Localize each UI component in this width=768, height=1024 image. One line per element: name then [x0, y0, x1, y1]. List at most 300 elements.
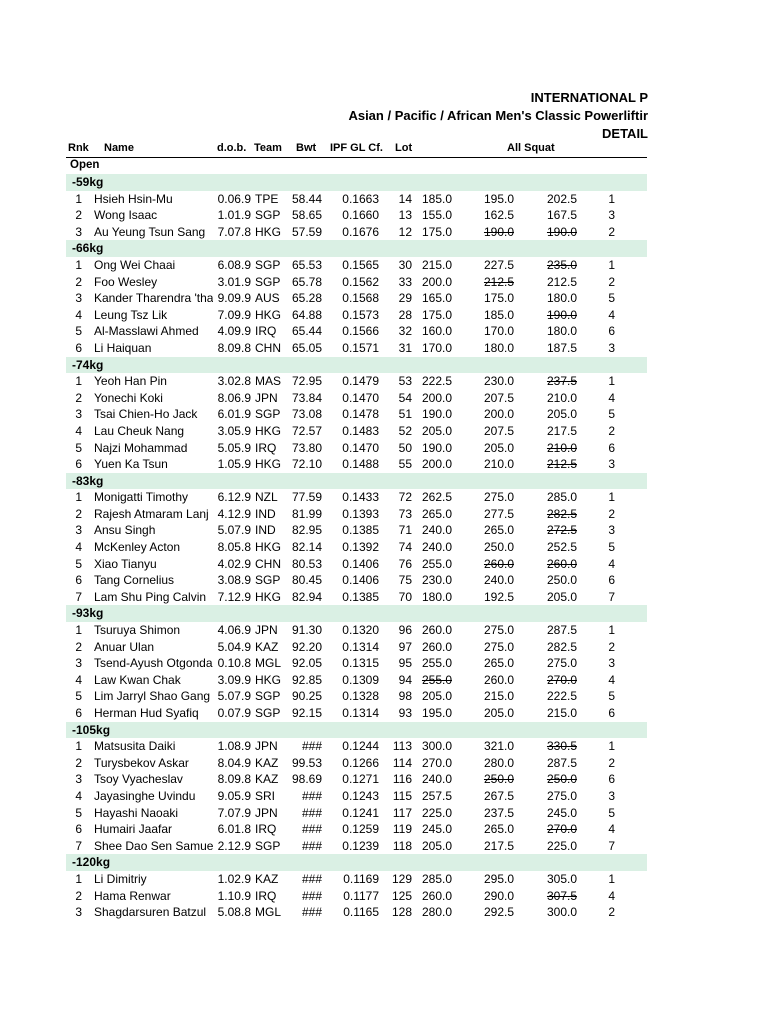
bodyweight-cell: 65.44 [291, 324, 322, 339]
gl-coef-cell: 0.1165 [343, 905, 379, 920]
rank-cell: 3 [75, 772, 82, 787]
bodyweight-cell: 92.15 [291, 706, 322, 720]
gl-coef-cell: 0.1663 [342, 191, 379, 206]
squat-attempt-1: 230.0 [421, 573, 452, 588]
squat-attempt-3: 180.0 [546, 324, 577, 339]
table-row [0, 771, 647, 788]
table-row [0, 738, 647, 755]
team-cell: IRQ [255, 888, 277, 903]
name-cell: Ansu Singh [94, 523, 156, 538]
squat-rank-cell: 4 [608, 390, 615, 405]
bodyweight-cell: 72.57 [291, 423, 322, 438]
rank-cell: 1 [75, 257, 82, 272]
dob-cell: 5.08.8 [217, 905, 251, 920]
squat-rank-cell: 1 [608, 374, 615, 389]
table-row [0, 307, 647, 324]
name-cell: Au Yeung Tsun Sang [94, 224, 206, 239]
lot-cell: 97 [398, 639, 412, 654]
table-row [0, 755, 647, 772]
name-cell: Xiao Tianyu [94, 556, 157, 571]
bodyweight-cell: 73.08 [291, 407, 322, 422]
squat-rank-cell: 2 [608, 639, 615, 654]
bodyweight-cell: 81.99 [291, 506, 322, 521]
table-row [0, 838, 647, 855]
squat-attempt-2: 265.0 [483, 523, 514, 538]
gl-coef-cell: 0.1266 [342, 755, 379, 770]
dob-cell: 1.08.9 [217, 739, 251, 754]
squat-attempt-2: 190.0 [483, 224, 514, 239]
weight-class-header [66, 473, 647, 490]
dob-cell: 8.09.8 [217, 772, 251, 787]
team-cell: IRQ [255, 822, 277, 837]
squat-rank-cell: 3 [608, 523, 615, 538]
lot-cell: 29 [398, 291, 412, 306]
squat-attempt-1: 260.0 [421, 639, 452, 654]
squat-rank-cell: 5 [608, 407, 615, 422]
team-cell: HKG [255, 457, 282, 472]
team-cell: SGP [255, 257, 281, 272]
squat-attempt-1: 240.0 [421, 772, 452, 787]
squat-rank-cell: 1 [608, 257, 615, 272]
squat-attempt-2: 170.0 [483, 324, 514, 339]
rank-cell: 6 [75, 457, 82, 472]
lot-cell: 70 [398, 589, 412, 604]
team-cell: HKG [255, 423, 282, 438]
col-lot: Lot [395, 142, 413, 154]
squat-attempt-1: 222.5 [421, 374, 452, 389]
lot-cell: 32 [398, 324, 412, 339]
rank-cell: 6 [75, 822, 82, 837]
table-row [0, 556, 647, 573]
team-cell: IRQ [255, 324, 277, 339]
name-cell: Najzi Mohammad [94, 440, 188, 455]
name-cell: Herman Hud Syafiq [94, 706, 199, 720]
gl-coef-cell: 0.1385 [342, 523, 379, 538]
rank-cell: 1 [75, 191, 82, 206]
squat-attempt-2: 227.5 [483, 257, 514, 272]
dob-cell: 5.05.9 [217, 440, 251, 455]
squat-attempt-1: 245.0 [421, 822, 452, 837]
squat-attempt-2: 260.0 [483, 556, 514, 571]
squat-attempt-1: 190.0 [421, 440, 452, 455]
squat-attempt-3: 215.0 [546, 706, 577, 720]
lot-cell: 113 [392, 739, 412, 754]
squat-attempt-2: 212.5 [483, 274, 514, 289]
table-row [0, 888, 647, 905]
lot-cell: 116 [392, 772, 412, 787]
squat-rank-cell: 6 [608, 324, 615, 339]
lot-cell: 33 [398, 274, 412, 289]
name-cell: Yeoh Han Pin [94, 374, 167, 389]
rank-cell: 5 [75, 440, 82, 455]
name-cell: Wong Isaac [94, 208, 158, 223]
division-label: Open [70, 159, 100, 171]
gl-coef-cell: 0.1470 [342, 440, 379, 455]
table-row [0, 340, 647, 357]
dob-cell: 1.02.9 [217, 871, 251, 886]
squat-attempt-3: 250.0 [546, 772, 577, 787]
squat-attempt-1: 240.0 [421, 523, 452, 538]
gl-coef-cell: 0.1478 [342, 407, 379, 422]
table-row [0, 423, 647, 440]
dob-cell: 5.07.9 [217, 689, 251, 704]
lot-cell: 117 [392, 805, 412, 820]
squat-attempt-1: 205.0 [421, 838, 452, 853]
table-row [0, 390, 647, 407]
name-cell: McKenley Acton [94, 540, 181, 555]
name-cell: Ong Wei Chaai [94, 257, 176, 272]
team-cell: HKG [255, 589, 282, 604]
competition-title: INTERNATIONAL P [530, 90, 648, 105]
dob-cell: 7.09.9 [217, 307, 251, 322]
squat-attempt-3: 252.5 [546, 540, 577, 555]
column-header-row [0, 142, 647, 158]
bodyweight-cell: ### [301, 888, 322, 903]
name-cell: Hsieh Hsin-Mu [94, 191, 173, 206]
squat-attempt-2: 277.5 [483, 506, 514, 521]
bodyweight-cell: 73.80 [291, 440, 322, 455]
name-cell: Tsoy Vyacheslav [94, 772, 183, 787]
team-cell: SRI [255, 788, 276, 803]
lot-cell: 76 [398, 556, 412, 571]
team-cell: MGL [255, 905, 282, 920]
squat-attempt-3: 285.0 [546, 490, 577, 505]
squat-attempt-3: 210.0 [546, 390, 577, 405]
gl-coef-cell: 0.1566 [342, 324, 379, 339]
name-cell: Rajesh Atmaram Lanj [94, 506, 209, 521]
rank-cell: 4 [75, 540, 82, 555]
bodyweight-cell: 91.30 [291, 623, 322, 638]
dob-cell: 7.07.8 [217, 224, 251, 239]
bodyweight-cell: 80.45 [291, 573, 322, 588]
squat-attempt-3: 190.0 [546, 224, 577, 239]
gl-coef-cell: 0.1241 [342, 805, 379, 820]
squat-attempt-3: 330.5 [546, 739, 577, 754]
squat-attempt-2: 295.0 [483, 871, 514, 886]
table-row [0, 191, 647, 208]
gl-coef-cell: 0.1483 [342, 423, 379, 438]
dob-cell: 7.12.9 [217, 589, 251, 604]
squat-attempt-3: 270.0 [546, 822, 577, 837]
table-row [0, 224, 647, 241]
rank-cell: 2 [75, 390, 82, 405]
name-cell: Shee Dao Sen Samue [94, 838, 213, 853]
squat-attempt-1: 265.0 [421, 506, 452, 521]
squat-rank-cell: 4 [608, 888, 615, 903]
squat-rank-cell: 7 [608, 838, 615, 853]
squat-rank-cell: 2 [608, 423, 615, 438]
team-cell: SGP [255, 689, 281, 704]
squat-attempt-1: 225.0 [421, 805, 452, 820]
squat-attempt-3: 237.5 [546, 374, 577, 389]
name-cell: Tsuruya Shimon [94, 623, 181, 638]
table-row [0, 290, 647, 307]
dob-cell: 4.12.9 [217, 506, 251, 521]
name-cell: Hama Renwar [94, 888, 171, 903]
gl-coef-cell: 0.1488 [342, 457, 379, 472]
rank-cell: 3 [75, 523, 82, 538]
lot-cell: 96 [398, 623, 412, 638]
table-row [0, 489, 647, 506]
team-cell: AUS [255, 291, 280, 306]
squat-attempt-1: 257.5 [421, 788, 452, 803]
weight-class-label: -93kg [72, 606, 104, 621]
table-row [0, 522, 647, 539]
gl-coef-cell: 0.1571 [342, 340, 379, 355]
lot-cell: 98 [398, 689, 412, 704]
rank-cell: 6 [75, 340, 82, 355]
gl-coef-cell: 0.1470 [342, 390, 379, 405]
dob-cell: 8.09.8 [217, 340, 251, 355]
squat-rank-cell: 5 [608, 689, 615, 704]
squat-attempt-2: 267.5 [483, 788, 514, 803]
gl-coef-cell: 0.1243 [342, 788, 379, 803]
dob-cell: 3.01.9 [217, 274, 251, 289]
table-row [0, 539, 647, 556]
squat-rank-cell: 3 [608, 340, 615, 355]
gl-coef-cell: 0.1433 [342, 490, 379, 505]
squat-attempt-3: 222.5 [546, 689, 577, 704]
gl-coef-cell: 0.1660 [342, 208, 379, 223]
weight-class-label: -105kg [72, 722, 111, 737]
team-cell: KAZ [255, 755, 279, 770]
squat-rank-cell: 3 [608, 656, 615, 671]
col-rank: Rnk [68, 142, 89, 154]
lot-cell: 28 [398, 307, 412, 322]
weight-class-label: -66kg [72, 241, 104, 256]
gl-coef-cell: 0.1314 [342, 706, 379, 720]
squat-rank-cell: 2 [608, 224, 615, 239]
squat-attempt-2: 195.0 [483, 191, 514, 206]
name-cell: Shagdarsuren Batzul [94, 905, 207, 920]
squat-attempt-2: 292.5 [483, 905, 514, 920]
squat-rank-cell: 4 [608, 307, 615, 322]
team-cell: MAS [255, 374, 282, 389]
rank-cell: 1 [75, 374, 82, 389]
team-cell: HKG [255, 540, 282, 555]
rank-cell: 7 [75, 838, 82, 853]
bodyweight-cell: 65.53 [291, 257, 322, 272]
lot-cell: 125 [392, 888, 412, 903]
squat-attempt-3: 235.0 [546, 257, 577, 272]
table-row [0, 705, 647, 722]
squat-attempt-2: 210.0 [483, 457, 514, 472]
bodyweight-cell: ### [301, 905, 322, 920]
squat-attempt-3: 205.0 [546, 589, 577, 604]
rank-cell: 4 [75, 307, 82, 322]
squat-attempt-1: 260.0 [421, 623, 452, 638]
squat-rank-cell: 1 [608, 490, 615, 505]
name-cell: Foo Wesley [94, 274, 158, 289]
squat-attempt-1: 200.0 [421, 274, 452, 289]
bodyweight-cell: 77.59 [291, 490, 322, 505]
lot-cell: 30 [398, 257, 412, 272]
squat-attempt-1: 155.0 [421, 208, 452, 223]
name-cell: Turysbekov Askar [94, 755, 189, 770]
name-cell: Leung Tsz Lik [94, 307, 168, 322]
weight-class-header [66, 357, 647, 374]
bodyweight-cell: ### [301, 871, 322, 886]
squat-attempt-2: 215.0 [483, 689, 514, 704]
dob-cell: 4.02.9 [217, 556, 251, 571]
squat-attempt-3: 287.5 [546, 755, 577, 770]
squat-rank-cell: 4 [608, 672, 615, 687]
squat-attempt-1: 165.0 [421, 291, 452, 306]
bodyweight-cell: 92.20 [291, 639, 322, 654]
rank-cell: 5 [75, 324, 82, 339]
name-cell: Monigatti Timothy [94, 490, 189, 505]
col-gl-coef: IPF GL Cf. [330, 142, 383, 154]
gl-coef-cell: 0.1239 [342, 838, 379, 853]
bodyweight-cell: 64.88 [291, 307, 322, 322]
rank-cell: 4 [75, 423, 82, 438]
gl-coef-cell: 0.1479 [342, 374, 379, 389]
detail-heading: DETAIL [602, 126, 648, 141]
squat-rank-cell: 1 [608, 191, 615, 206]
table-row [0, 323, 647, 340]
col-dob: d.o.b. [217, 142, 247, 154]
table-row [0, 506, 647, 523]
rank-cell: 6 [75, 706, 82, 720]
name-cell: Jayasinghe Uvindu [94, 788, 196, 803]
squat-attempt-1: 255.0 [421, 672, 452, 687]
squat-rank-cell: 6 [608, 573, 615, 588]
dob-cell: 6.01.8 [217, 822, 251, 837]
lot-cell: 75 [398, 573, 412, 588]
dob-cell: 0.07.9 [217, 706, 251, 720]
squat-attempt-1: 185.0 [421, 191, 452, 206]
squat-attempt-2: 230.0 [483, 374, 514, 389]
name-cell: Lau Cheuk Nang [94, 423, 185, 438]
team-cell: KAZ [255, 871, 279, 886]
squat-attempt-1: 240.0 [421, 540, 452, 555]
table-row [0, 821, 647, 838]
team-cell: HKG [255, 307, 282, 322]
bodyweight-cell: 57.59 [291, 224, 322, 239]
dob-cell: 1.05.9 [217, 457, 251, 472]
squat-attempt-3: 212.5 [546, 274, 577, 289]
squat-attempt-2: 280.0 [483, 755, 514, 770]
squat-attempt-1: 300.0 [421, 739, 452, 754]
bodyweight-cell: 90.25 [291, 689, 322, 704]
squat-attempt-2: 162.5 [483, 208, 514, 223]
gl-coef-cell: 0.1393 [342, 506, 379, 521]
lot-cell: 128 [392, 905, 412, 920]
squat-attempt-2: 250.0 [483, 540, 514, 555]
rank-cell: 3 [75, 291, 82, 306]
table-row [0, 373, 647, 390]
bodyweight-cell: 82.95 [291, 523, 322, 538]
bodyweight-cell: 65.78 [291, 274, 322, 289]
squat-rank-cell: 1 [608, 739, 615, 754]
rank-cell: 4 [75, 672, 82, 687]
dob-cell: 6.08.9 [217, 257, 251, 272]
gl-coef-cell: 0.1314 [342, 639, 379, 654]
squat-attempt-3: 212.5 [546, 457, 577, 472]
dob-cell: 9.09.9 [217, 291, 251, 306]
rank-cell: 3 [75, 905, 82, 920]
bodyweight-cell: ### [301, 788, 322, 803]
team-cell: CHN [255, 340, 281, 355]
squat-rank-cell: 2 [608, 274, 615, 289]
team-cell: KAZ [255, 639, 279, 654]
dob-cell: 6.12.9 [217, 490, 251, 505]
lot-cell: 50 [398, 440, 412, 455]
squat-rank-cell: 6 [608, 706, 615, 720]
name-cell: Yonechi Koki [94, 390, 163, 405]
dob-cell: 8.06.9 [217, 390, 251, 405]
gl-coef-cell: 0.1244 [342, 739, 379, 754]
team-cell: IRQ [255, 440, 277, 455]
weight-class-label: -59kg [72, 175, 104, 189]
squat-attempt-1: 255.0 [421, 656, 452, 671]
team-cell: HKG [255, 224, 282, 239]
squat-attempt-3: 287.5 [546, 623, 577, 638]
rank-cell: 5 [75, 805, 82, 820]
squat-rank-cell: 3 [608, 208, 615, 223]
squat-attempt-1: 180.0 [421, 589, 452, 604]
squat-attempt-2: 265.0 [483, 822, 514, 837]
team-cell: HKG [255, 672, 282, 687]
lot-cell: 93 [398, 706, 412, 720]
name-cell: Kander Tharendra 'tha [94, 291, 213, 306]
table-row [0, 257, 647, 274]
dob-cell: 1.10.9 [217, 888, 251, 903]
bodyweight-cell: ### [301, 822, 322, 837]
team-cell: CHN [255, 556, 281, 571]
rank-cell: 2 [75, 506, 82, 521]
squat-attempt-1: 190.0 [421, 407, 452, 422]
lot-cell: 115 [392, 788, 412, 803]
squat-attempt-1: 280.0 [421, 905, 452, 920]
gl-coef-cell: 0.1315 [342, 656, 379, 671]
squat-attempt-3: 225.0 [546, 838, 577, 853]
squat-attempt-3: 187.5 [546, 340, 577, 355]
squat-attempt-3: 167.5 [546, 208, 577, 223]
name-cell: Tang Cornelius [94, 573, 175, 588]
bodyweight-cell: 82.94 [291, 589, 322, 604]
gl-coef-cell: 0.1177 [343, 888, 379, 903]
squat-rank-cell: 7 [608, 589, 615, 604]
bodyweight-cell: ### [301, 739, 322, 754]
squat-attempt-1: 285.0 [421, 871, 452, 886]
squat-attempt-1: 200.0 [421, 457, 452, 472]
rank-cell: 3 [75, 656, 82, 671]
rank-cell: 2 [75, 639, 82, 654]
lot-cell: 55 [398, 457, 412, 472]
squat-attempt-2: 265.0 [483, 656, 514, 671]
lot-cell: 51 [398, 407, 412, 422]
name-cell: Yuen Ka Tsun [94, 457, 168, 472]
team-cell: IND [255, 523, 276, 538]
weight-class-header [66, 854, 647, 871]
name-cell: Lam Shu Ping Calvin [94, 589, 207, 604]
squat-attempt-3: 275.0 [546, 788, 577, 803]
squat-attempt-2: 192.5 [483, 589, 514, 604]
lot-cell: 31 [398, 340, 412, 355]
squat-attempt-1: 270.0 [421, 755, 452, 770]
squat-rank-cell: 4 [608, 822, 615, 837]
lot-cell: 54 [398, 390, 412, 405]
squat-rank-cell: 1 [608, 871, 615, 886]
table-row [0, 274, 647, 291]
bodyweight-cell: 73.84 [291, 390, 322, 405]
dob-cell: 3.08.9 [217, 573, 251, 588]
team-cell: NZL [255, 490, 278, 505]
name-cell: Anuar Ulan [94, 639, 155, 654]
lot-cell: 71 [398, 523, 412, 538]
squat-attempt-1: 255.0 [421, 556, 452, 571]
